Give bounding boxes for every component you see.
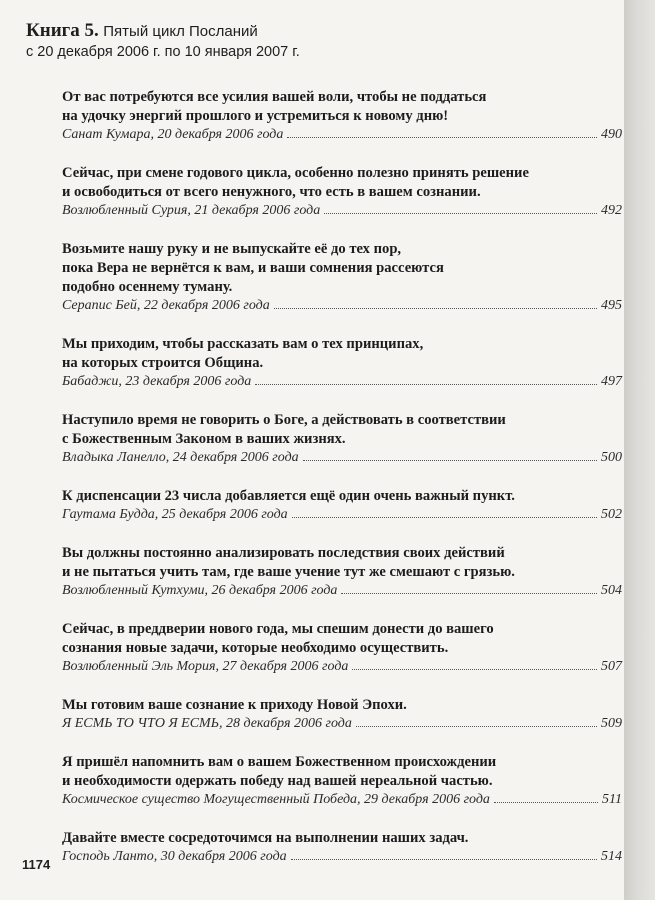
contents-list — [62, 88, 622, 886]
entry-page-number: 511 — [602, 792, 622, 807]
entry-attribution-row — [62, 658, 622, 676]
dot-leader — [303, 459, 597, 461]
entry-quote-line: Я пришёл напомнить вам о вашем Божественном происхождении — [62, 754, 497, 770]
entry-quote-line: Вы должны постоянно анализировать последствия своих действий — [62, 545, 505, 561]
entry-page-number: 500 — [601, 450, 622, 465]
date-range: с 20 декабря 2006 г. по 10 января 2007 г. — [26, 44, 300, 60]
entry-page-number: 502 — [601, 507, 622, 522]
section-header — [26, 20, 300, 60]
cycle-title: Пятый цикл Посланий — [103, 23, 258, 40]
entry-quote-line: От вас потребуются все усилия вашей воли, чтобы не поддаться — [62, 89, 487, 105]
dot-leader — [352, 668, 597, 670]
dot-leader — [255, 383, 597, 385]
entry-attribution-row — [62, 297, 622, 315]
entry-page-number: 514 — [601, 849, 622, 864]
entry-page-number: 497 — [601, 374, 622, 389]
entry-attribution: Возлюбленный Сурия, 21 декабря 2006 года — [62, 203, 321, 218]
entry-quote-line: с Божественным Законом в ваших жизнях. — [62, 431, 346, 447]
entry-page-number: 490 — [601, 127, 622, 142]
entry-attribution-row — [62, 848, 622, 866]
contents-entry[interactable] — [62, 544, 622, 600]
entry-page-number: 509 — [601, 716, 622, 731]
entry-quote-line: и освободиться от всего ненужного, что есть в вашем сознании. — [62, 184, 481, 200]
entry-quote-line: Сейчас, в преддверии нового года, мы спешим донести до вашего — [62, 621, 494, 637]
contents-entry[interactable] — [62, 164, 622, 220]
dot-leader — [494, 801, 598, 803]
entry-attribution-row — [62, 202, 622, 220]
dot-leader — [341, 592, 597, 594]
dot-leader — [324, 212, 597, 214]
contents-entry[interactable] — [62, 696, 622, 733]
page-number: 1174 — [22, 857, 51, 872]
entry-quote-line: и необходимости одержать победу над вашей нереальной частью. — [62, 773, 493, 789]
entry-attribution: Серапис Бей, 22 декабря 2006 года — [62, 298, 270, 313]
entry-attribution: Гаутама Будда, 25 декабря 2006 года — [62, 507, 288, 522]
entry-quote-line: Мы готовим ваше сознание к приходу Новой Эпохи. — [62, 697, 407, 713]
entry-attribution: Бабаджи, 23 декабря 2006 года — [62, 374, 252, 389]
entry-page-number: 504 — [601, 583, 622, 598]
entry-attribution-row — [62, 449, 622, 467]
contents-entry[interactable] — [62, 411, 622, 467]
entry-quote-line: сознания новые задачи, которые необходимо осуществить. — [62, 640, 449, 656]
entry-quote-line: подобно осеннему туману. — [62, 279, 233, 295]
contents-entry[interactable] — [62, 240, 622, 315]
entry-quote-line: К диспенсации 23 числа добавляется ещё один очень важный пункт. — [62, 488, 515, 504]
entry-quote-line: на которых строится Община. — [62, 355, 264, 371]
entry-attribution-row — [62, 715, 622, 733]
entry-attribution: Санат Кумара, 20 декабря 2006 года — [62, 127, 284, 142]
entry-quote-line: Мы приходим, чтобы рассказать вам о тех принципах, — [62, 336, 424, 352]
entry-page-number: 507 — [601, 659, 622, 674]
entry-attribution: Возлюбленный Кутхуми, 26 декабря 2006 года — [62, 583, 338, 598]
entry-quote-line: Давайте вместе сосредоточимся на выполнении наших задач. — [62, 830, 469, 846]
entry-page-number: 495 — [601, 298, 622, 313]
entry-quote-line: пока Вера не вернётся к вам, и ваши сомнения рассеются — [62, 260, 444, 276]
entry-attribution: Космическое существо Могущественный Победа, 29 декабря 2006 года — [62, 792, 490, 807]
dot-leader — [291, 858, 597, 860]
dot-leader — [287, 136, 597, 138]
entry-quote-line: Возьмите нашу руку и не выпускайте её до тех пор, — [62, 241, 402, 257]
contents-entry[interactable] — [62, 753, 622, 809]
entry-quote-line: Сейчас, при смене годового цикла, особенно полезно принять решение — [62, 165, 529, 181]
entry-attribution-row — [62, 791, 622, 809]
entry-quote-line: Наступило время не говорить о Боге, а действовать в соответствии — [62, 412, 506, 428]
dot-leader — [356, 725, 597, 727]
contents-entry[interactable] — [62, 829, 622, 866]
entry-quote-line: и не пытаться учить там, где ваше учение тут же смешают с грязью. — [62, 564, 515, 580]
entry-page-number: 492 — [601, 203, 622, 218]
entry-attribution: Я ЕСМЬ ТО ЧТО Я ЕСМЬ, 28 декабря 2006 года — [62, 716, 352, 731]
entry-attribution: Господь Ланто, 30 декабря 2006 года — [62, 849, 287, 864]
entry-attribution-row — [62, 582, 622, 600]
entry-attribution: Возлюбленный Эль Мория, 27 декабря 2006 года — [62, 659, 349, 674]
entry-quote-line: на удочку энергий прошлого и устремиться к новому дню! — [62, 108, 449, 124]
contents-entry[interactable] — [62, 335, 622, 391]
book-number: Книга 5. — [26, 20, 99, 41]
entry-attribution-row — [62, 373, 622, 391]
contents-entry[interactable] — [62, 88, 622, 144]
contents-entry[interactable] — [62, 620, 622, 676]
contents-entry[interactable] — [62, 487, 622, 524]
dot-leader — [292, 516, 597, 518]
entry-attribution: Владыка Ланелло, 24 декабря 2006 года — [62, 450, 299, 465]
dot-leader — [274, 307, 597, 309]
entry-attribution-row — [62, 126, 622, 144]
entry-attribution-row — [62, 506, 622, 524]
page-edge — [624, 0, 655, 900]
